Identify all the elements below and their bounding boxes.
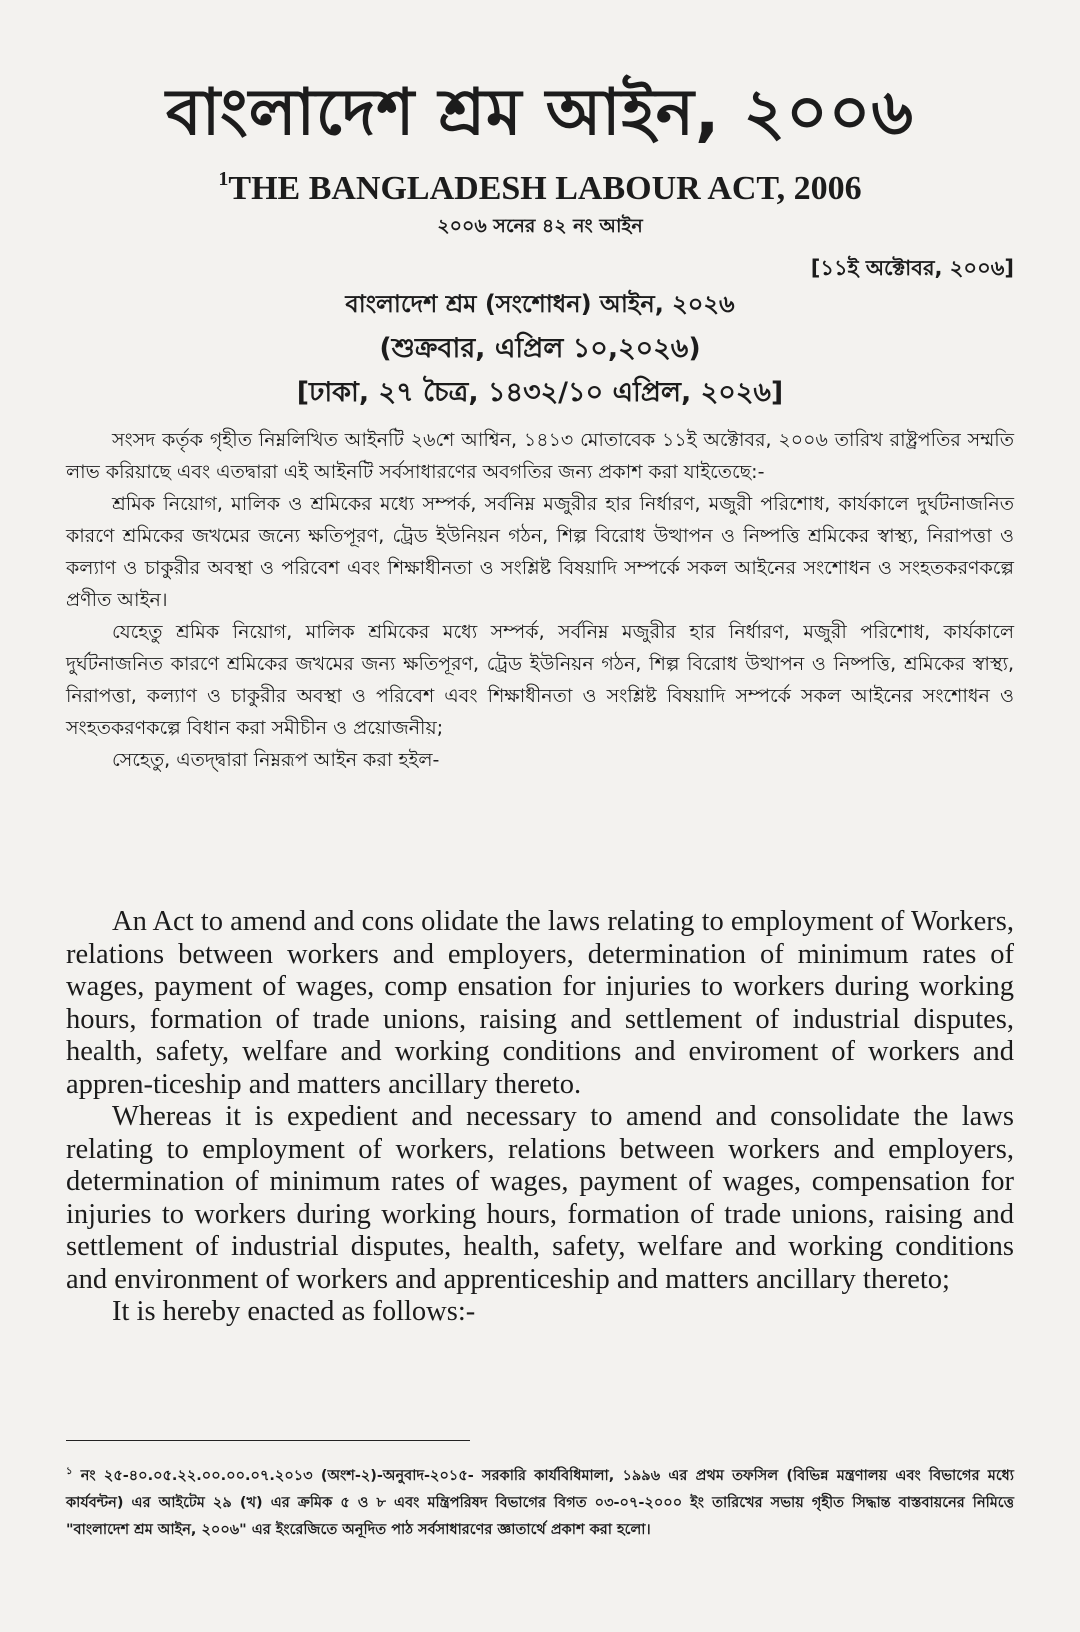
english-body [66,906,1014,1329]
bengali-paragraph: যেহেতু শ্রমিক নিয়োগ, মালিক শ্রমিকের মধ্যে সম্পর্ক, সর্বনিম্ন মজুরীর হার নির্ধারণ, মজুরী পরিশোধ, কার্যকালে দুর্ঘটনাজনিত কারণে শ্রমিকের জখমের জন্য ক্ষতিপূরণ, ট্রেড ইউনিয়ন গঠন, শিল্প বিরোধ উত্থাপন ও নিষ্পত্তি, শ্রমিকের স্বাস্থ্য, নিরাপত্তা, কল্যাণ ও চাকুরীর অবস্থা ও পরিবেশ এবং শিক্ষাধীনতা ও সংশ্লিষ্ট বিষয়াদি সম্পর্কে সকল আইনের সংশোধন ও সংহতকরণকল্পে বিধান করা সমীচীন ও প্রয়োজনীয়; [66,621,1014,739]
english-paragraph: An Act to amend and cons olidate the laws relating to employment of Workers, relations between workers and employers, determination of minimum rates of wages, payment of wages, comp ensation for injuries to workers during working hours, formation of trade unions, raising and settlement of industrial disputes, health, safety, welfare and working conditions and enviroment of workers and appren-ticeship and matters ancillary thereto. [66,906,1014,1100]
enactment-date: [১১ই অক্টোবর, ২০০৬] [810,256,1014,280]
english-title-text: THE BANGLADESH LABOUR ACT, 2006 [228,170,862,207]
amendment-date: (শুক্রবার, এপ্রিল ১০,২০২৬) [379,333,701,364]
bengali-body [66,424,1014,776]
amendment-title: বাংলাদেশ শ্রম (সংশোধন) আইন, ২০২৬ [345,290,735,318]
bengali-paragraph: শ্রমিক নিয়োগ, মালিক ও শ্রমিকের মধ্যে সম্পর্ক, সর্বনিম্ন মজুরীর হার নির্ধারণ, মজুরী পরিশোধ, কার্যকালে দুর্ঘটনাজনিত কারণে শ্রমিকের জখমের জন্যে ক্ষতিপূরণ, ট্রেড ইউনিয়ন গঠন, শিল্প বিরোধ উত্থাপন ও নিষ্পত্তি শ্রমিকের স্বাস্থ্য, নিরাপত্তা ও কল্যাণ ও চাকুরীর অবস্থা ও পরিবেশ এবং শিক্ষাধীনতা ও সংশ্লিষ্ট বিষয়াদি সম্পর্কে সকল আইনের সংশোধন ও সংহতকরণকল্পে প্রণীত আইন। [66,493,1014,611]
bengali-title: বাংলাদেশ শ্রম আইন, ২০০৬ [166,76,914,150]
footnote-text: নং ২৫-৪০.০৫.২২.০০.০০.০৭.২০১৩ (অংশ-২)-অনুবাদ-২০১৫- সরকারি কার্যবিধিমালা, ১৯৯৬ এর প্রথম তফসিল (বিভিন্ন মন্ত্রণালয় এবং বিভাগের মধ্যে কার্যবন্টন) এর আইটেম ২৯ (খ) এর ক্রমিক ৫ ও ৮ এবং মন্ত্রিপরিষদ বিভাগের বিগত ০৩-০৭-২০০০ ইং তারিখের সভায় গৃহীত সিদ্ধান্ত বাস্তবায়নের নিমিত্তে "বাংলাদেশ শ্রম আইন, ২০০৬" এর ইংরেজিতে অনূদিত পাঠ সর্বসাধারণের জ্ঞাতার্থে প্রকাশ করা হলো। [66,1467,1014,1538]
act-number: ২০০৬ সনের ৪২ নং আইন [437,215,643,237]
amendment-place-date: [ঢাকা, ২৭ চৈত্র, ১৪৩২/১০ এপ্রিল, ২০২৬] [296,377,784,408]
bengali-paragraph: সেহেতু, এতদ্দ্বারা নিম্নরূপ আইন করা হইল- [112,749,440,771]
english-title [0,168,1080,207]
footnote [66,1458,1014,1544]
footnote-number: ১ [66,1466,73,1477]
english-paragraph: It is hereby enacted as follows:- [112,1296,476,1327]
footnote-divider [66,1440,470,1441]
footnote-marker: 1 [218,168,229,190]
bengali-paragraph: সংসদ কর্তৃক গৃহীত নিম্নলিখিত আইনটি ২৬শে আশ্বিন, ১৪১৩ মোতাবেক ১১ই অক্টোবর, ২০০৬ তারিখ রাষ্ট্রপতির সম্মতি লাভ করিয়াছে এবং এতদ্বারা এই আইনটি সর্বসাধারণের অবগতির জন্য প্রকাশ করা যাইতেছে:- [66,429,1014,483]
english-paragraph: Whereas it is expedient and necessary to amend and consolidate the laws relating to employment of workers, relations between workers and employers, determination of minimum rates of wages, payment of wages, compensation for injuries to workers during working hours, formation of trade unions, raising and settlement of industrial disputes, health, safety, welfare and working conditions and environment of workers and apprenticeship and matters ancillary thereto; [66,1101,1014,1295]
